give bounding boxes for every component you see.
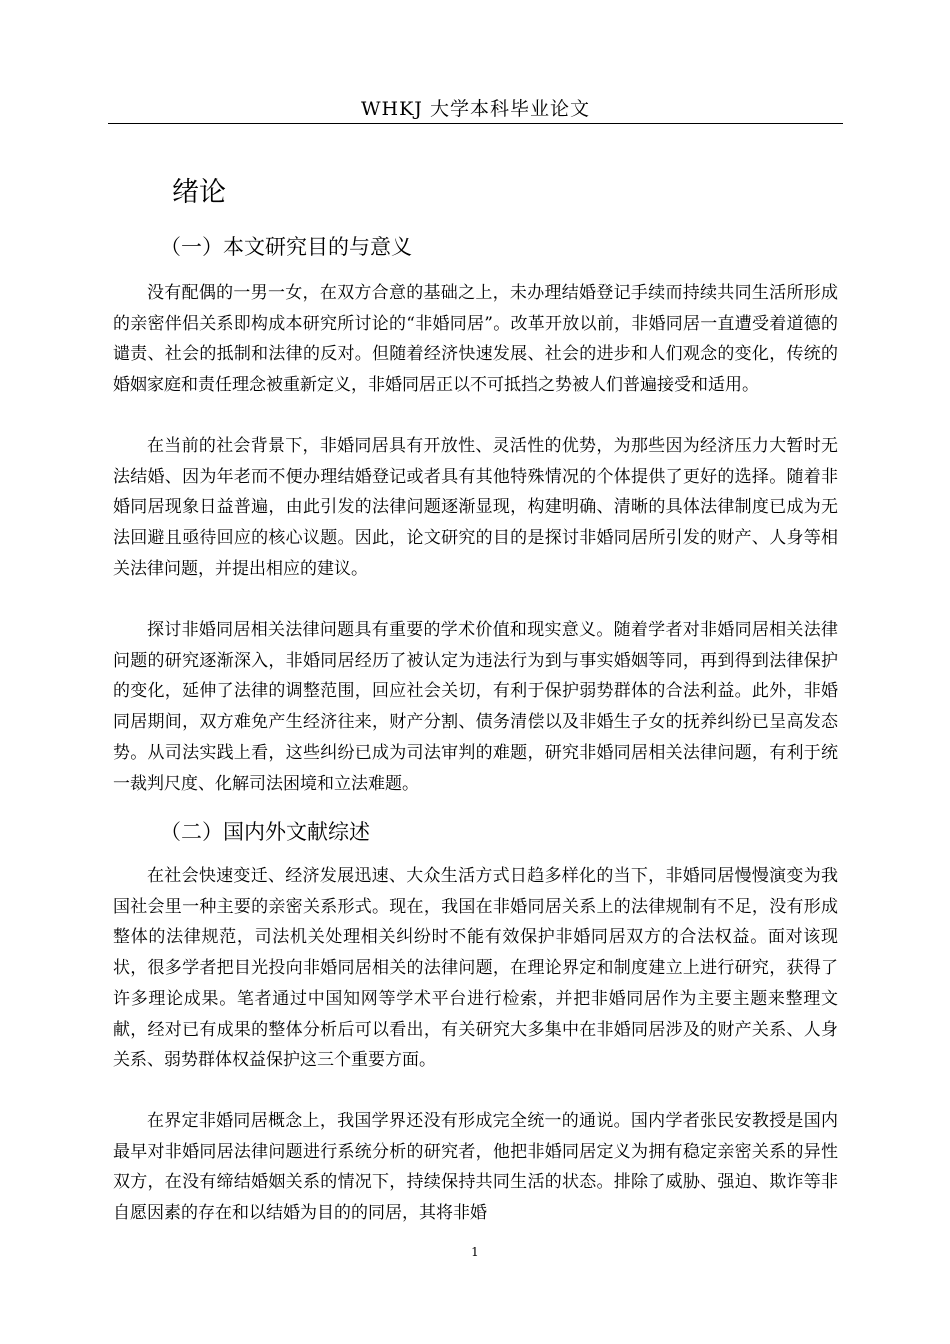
paragraph: 在界定非婚同居概念上，我国学界还没有形成完全统一的通说。国内学者张民安教授是国内最早对非婚同居法律问题进行系统分析的研究者，他把非婚同居定义为拥有稳定亲密关系的异性双方，在没有缔结婚姻关系的情况下，持续保持共同生活的状态。排除了威胁、强迫、欺诈等非自愿因素的存在和以结婚为目的的同居，其将非婚 <box>113 1111 838 1224</box>
chapter-title: 绪论 <box>172 177 226 208</box>
paragraph: 在当前的社会背景下，非婚同居具有开放性、灵活性的优势，为那些因为经济压力大暂时无法结婚、因为年老而不便办理结婚登记或者具有其他特殊情况的个体提供了更好的选择。随着非婚同居现象日益普遍，由此引发的法律问题逐渐显现，构建明确、清晰的具体法律制度已成为无法回避且亟待回应的核心议题。因此，论文研究的目的是探讨非婚同居所引发的财产、人身等相关法律问题，并提出相应的建议。 <box>113 436 838 579</box>
section-title-literature-review: （二）国内外文献综述 <box>160 820 370 844</box>
paragraph: 没有配偶的一男一女，在双方合意的基础之上，未办理结婚登记手续而持续共同生活所形成的亲密伴侣关系即构成本研究所讨论的“非婚同居”。改革开放以前，非婚同居一直遭受着道德的谴责、社会的抵制和法律的反对。但随着经济快速发展、社会的进步和人们观念的变化，传统的婚姻家庭和责任理念被重新定义，非婚同居正以不可抵挡之势被人们普遍接受和适用。 <box>113 283 838 396</box>
paragraph: 在社会快速变迁、经济发展迅速、大众生活方式日趋多样化的当下，非婚同居慢慢演变为我国社会里一种主要的亲密关系形式。现在，我国在非婚同居关系上的法律规制有不足，没有形成整体的法律规范，司法机关处理相关纠纷时不能有效保护非婚同居双方的合法权益。面对该现状，很多学者把目光投向非婚同居相关的法律问题，在理论界定和制度建立上进行研究，获得了许多理论成果。笔者通过中国知网等学术平台进行检索，并把非婚同居作为主要主题来整理文献，经对已有成果的整体分析后可以看出，有关研究大多集中在非婚同居涉及的财产关系、人身关系、弱势群体权益保护这三个重要方面。 <box>113 866 838 1071</box>
page-header: WHKJ 大学本科毕业论文 <box>361 98 590 120</box>
section-title-purpose: （一）本文研究目的与意义 <box>160 235 412 259</box>
header-rule <box>108 123 843 124</box>
paragraph: 探讨非婚同居相关法律问题具有重要的学术价值和现实意义。随着学者对非婚同居相关法律问题的研究逐渐深入，非婚同居经历了被认定为违法行为到与事实婚姻等同，再到得到法律保护的变化，延伸了法律的调整范围，回应社会关切，有利于保护弱势群体的合法利益。此外，非婚同居期间，双方难免产生经济往来，财产分割、债务清偿以及非婚生子女的抚养纠纷已呈高发态势。从司法实践上看，这些纠纷已成为司法审判的难题，研究非婚同居相关法律问题，有利于统一裁判尺度、化解司法困境和立法难题。 <box>113 620 838 794</box>
page-number: 1 <box>471 1245 479 1259</box>
